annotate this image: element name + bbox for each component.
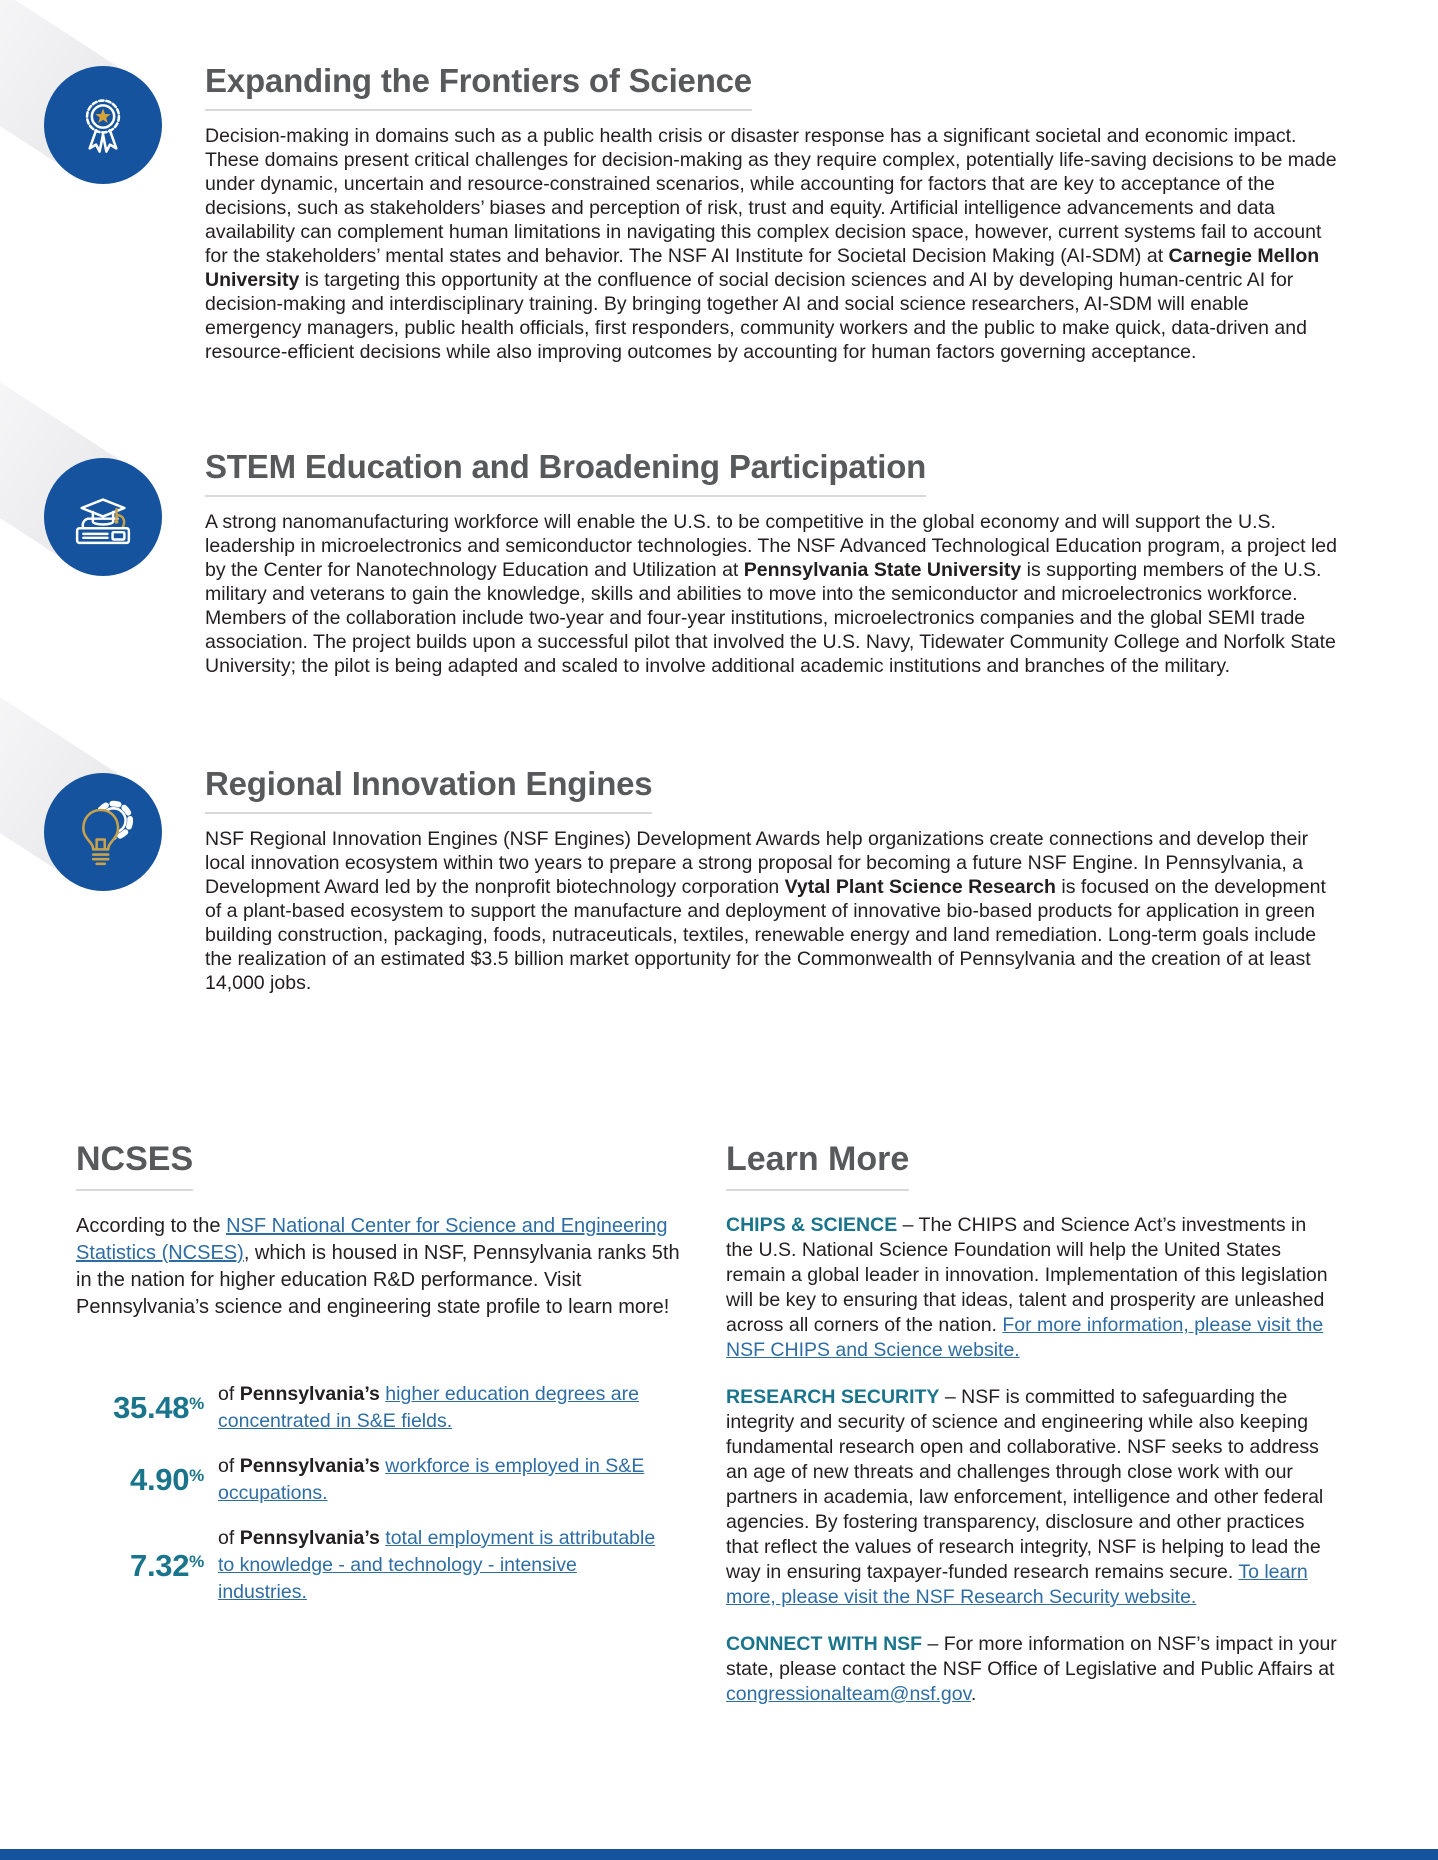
bottom-region	[76, 1140, 1337, 1727]
chips-science-link[interactable]: For more information, please visit the NSF CHIPS and Science website.	[726, 1314, 1324, 1361]
section-frontiers	[0, 62, 1438, 384]
learn-more-heading: Learn More	[726, 1140, 909, 1191]
ncses-heading: NCSES	[76, 1140, 193, 1191]
item-lead: RESEARCH SECURITY	[726, 1386, 940, 1408]
stat-row	[76, 1381, 694, 1435]
section-paragraph	[205, 827, 1345, 995]
learn-more-item-chips	[726, 1213, 1337, 1363]
section-heading: Regional Innovation Engines	[205, 765, 652, 814]
stat-row	[76, 1453, 694, 1507]
stat-workforce-link[interactable]: workforce is employed in S&E occupations.	[218, 1455, 645, 1504]
text-run: NSF Regional Innovation Engines (NSF Engines) Development Awards help organizations create connections and develop their local innovation ecosystem within two years to prepare a strong proposal for becoming a future NSF Engine. In Pennsylvania, a Development Award led by the nonprofit biotechnology corporation	[205, 828, 1309, 898]
bold-text: Carnegie Mellon University	[205, 245, 1320, 291]
text-run: – NSF is committed to safeguarding the integrity and security of science and engineering while also keeping fundamental research open and collaborative. NSF seeks to address an age of new threats and challenges through close work with our partners in academia, law enforcement, intelligence and other federal agencies. By fostering transparency, disclosure and other practices that reflect the values of research integrity, NSF is helping to lead the way in ensuring taxpayer-funded research remains secure.	[726, 1386, 1324, 1583]
stat-label	[218, 1525, 664, 1606]
stat-row	[76, 1525, 694, 1606]
stat-label	[218, 1381, 664, 1435]
item-lead: CHIPS & SCIENCE	[726, 1214, 898, 1236]
section-heading: STEM Education and Broadening Participation	[205, 448, 926, 497]
ncses-stats	[76, 1381, 694, 1606]
percent-sign: %	[189, 1551, 204, 1571]
icon-circle	[44, 773, 162, 891]
text-run: – The CHIPS and Science Act’s investments in the U.S. National Science Foundation will help the United States remain a global leader in innovation. Implementation of this legislation will be key to ensuring that ideas, talent and prosperity are unleashed across all corners of the nation.	[726, 1214, 1328, 1336]
bold-text: Pennsylvania State University	[743, 559, 1022, 581]
research-security-link[interactable]: To learn more, please visit the NSF Research Security website.	[726, 1561, 1308, 1608]
stat-degrees-link[interactable]: higher education degrees are concentrated in S&E fields.	[218, 1383, 639, 1432]
learn-more-column	[726, 1140, 1337, 1727]
frontiers-icon-wrap	[44, 66, 162, 184]
text-run: – For more information on NSF’s impact in your state, please contact the NSF Office of Legislative and Public Affairs at	[726, 1633, 1337, 1680]
text-run: of	[218, 1527, 240, 1549]
text-run: is targeting this opportunity at the confluence of social decision sciences and AI by developing human-centric AI for decision-making and interdisciplinary training. By bringing together AI and social science researchers, AI-SDM will enable emergency managers, public health officials, first responders, community workers and the public to make quick, data-driven and resource-efficient decisions while also improving outcomes by accounting for human factors governing acceptance.	[205, 269, 1307, 363]
section-paragraph	[205, 124, 1345, 364]
footer-bar	[0, 1849, 1438, 1860]
text-run: is supporting members of the U.S. military and veterans to gain the knowledge, skills and abilities to move into the semiconductor and microelectronics workforce. Members of the collaboration include two-year and four-year institutions, microelectronics companies and the global SEMI trade association. The project builds upon a successful pilot that involved the U.S. Navy, Tidewater Community College and Norfolk State University; the pilot is being adapted and scaled to involve additional academic institutions and branches of the military.	[205, 559, 1336, 677]
stem-icon-wrap	[44, 458, 162, 576]
icon-circle	[44, 458, 162, 576]
bold-text: Pennsylvania’s	[239, 1455, 380, 1477]
text-run: of	[218, 1383, 240, 1405]
text-run: A strong nanomanufacturing workforce will enable the U.S. to be competitive in the global economy and will support the U.S. leadership in microelectronics and semiconductor technologies. The NSF Advanced Technological Education program, a project led by the Center for Nanotechnology Education and Utilization at	[205, 511, 1337, 581]
stat-value: 7.32%	[130, 1547, 204, 1583]
learn-more-item-connect	[726, 1632, 1337, 1707]
ncses-link[interactable]: NSF National Center for Science and Engineering Statistics (NCSES)	[76, 1215, 668, 1264]
text-run: is focused on the development of a plant-based ecosystem to support the manufacture and deployment of innovative bio-based products for application in green building construction, packaging, foods, nutraceuticals, textiles, renewable energy and land remediation. Long-term goals include the realization of an estimated $3.5 billion market opportunity for the Commonwealth of Pennsylvania and the creation of at least 14,000 jobs.	[205, 876, 1326, 994]
bold-text: Pennsylvania’s	[239, 1527, 380, 1549]
text-run: Decision-making in domains such as a public health crisis or disaster response has a significant societal and economic impact. These domains present critical challenges for decision-making as they require complex, potentially life-saving decisions to be made under dynamic, uncertain and resource-constrained scenarios, while accounting for factors that are key to acceptance of the decisions, such as stakeholders’ biases and perception of risk, trust and equity. Artificial intelligence advancements and data availability can complement human limitations in navigating this complex decision space, however, current systems fail to account for the stakeholders’ mental states and behavior. The NSF AI Institute for Societal Decision Making (AI-SDM) at	[205, 125, 1337, 267]
ncses-column	[76, 1140, 694, 1727]
bold-text: Vytal Plant Science Research	[784, 876, 1056, 898]
bold-text: Pennsylvania’s	[239, 1383, 380, 1405]
award-ribbon-icon	[69, 91, 137, 159]
icon-circle	[44, 66, 162, 184]
learn-more-item-research-security	[726, 1385, 1337, 1610]
graduation-cap-icon	[67, 481, 139, 553]
section-engines	[0, 765, 1438, 1015]
stat-employment-link[interactable]: total employment is attributable to knowledge - and technology - intensive industries.	[218, 1527, 656, 1603]
percent-sign: %	[189, 1394, 204, 1413]
text-run: According to the	[76, 1215, 227, 1237]
text-run: .	[970, 1683, 977, 1705]
text-run: , which is housed in NSF, Pennsylvania ranks 5th in the nation for higher education R&D performance. Visit Pennsylvania’s science and engineering state profile to learn more!	[76, 1242, 680, 1318]
section-stem	[0, 448, 1438, 698]
ncses-intro	[76, 1213, 694, 1321]
percent-sign: %	[189, 1466, 204, 1485]
engines-icon-wrap	[44, 773, 162, 891]
text-run: of	[218, 1455, 240, 1477]
section-heading: Expanding the Frontiers of Science	[205, 62, 752, 111]
item-lead: CONNECT WITH NSF	[726, 1633, 923, 1655]
email-link[interactable]: congressionalteam@nsf.gov	[726, 1683, 971, 1705]
lightbulb-gear-icon	[66, 795, 140, 869]
stat-value: 4.90%	[130, 1462, 204, 1497]
stat-value: 35.48%	[113, 1390, 204, 1425]
stat-label	[218, 1453, 664, 1507]
section-paragraph	[205, 510, 1345, 678]
